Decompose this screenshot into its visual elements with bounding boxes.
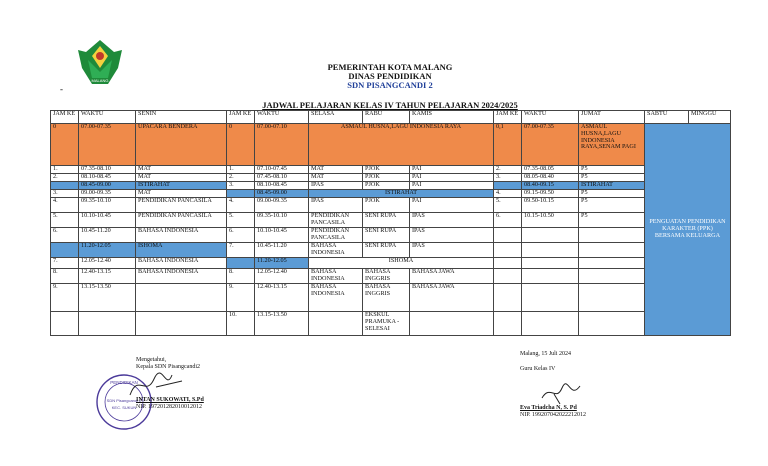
cell-waktu: 08.45-09.00: [79, 182, 136, 190]
sign-date: Malang, 15 Juli 2024: [520, 351, 571, 357]
col-waktu-3: WAKTU: [522, 111, 579, 124]
cell-waktu: 08.05-08.40: [522, 174, 579, 182]
cell-senin: ISHOMA: [136, 243, 227, 258]
cell-waktu: 09.35-10.10: [79, 198, 136, 213]
stamp-sub-text: KEC. SUKUN: [111, 405, 137, 410]
cell-rabu: SENI RUPA: [363, 243, 410, 258]
cell-senin: [136, 312, 227, 336]
cell-senin: UPACARA BENDERA: [136, 124, 227, 166]
cell-waktu: 09.50-10.15: [522, 198, 579, 213]
table-row: [51, 174, 731, 182]
letterhead: [250, 63, 530, 90]
cell-jam: [494, 284, 522, 312]
cell-jam: 8.: [227, 269, 255, 284]
cell-jam: 9.: [227, 284, 255, 312]
cell-waktu: 07.00-07.10: [255, 124, 309, 166]
cell-waktu: 08.40-09.15: [522, 182, 579, 190]
cell-jam: 0: [227, 124, 255, 166]
table-row: [51, 190, 731, 198]
cell-kamis: BAHASA JAWA: [410, 284, 494, 312]
cell-waktu: 09.00-09.35: [255, 198, 309, 213]
cell-waktu: 10.45-11.20: [79, 228, 136, 243]
cell-waktu: [522, 243, 579, 258]
cell-waktu: [522, 312, 579, 336]
cell-rabu: EKSKUL PRAMUKA - SELESAI: [363, 312, 410, 336]
table-title: JADWAL PELAJARAN KELAS IV TAHUN PELAJARAN 2024/2025: [262, 100, 518, 110]
stamp-top-text: PENDIDIKAN: [110, 380, 138, 385]
cell-kamis: PAI: [410, 174, 494, 182]
stamp-mid-text: SDN Pisangcandi 2: [106, 398, 142, 403]
col-jam-ke-3: JAM KE: [494, 111, 522, 124]
cell-jumat: [579, 312, 645, 336]
school-name: SDN PISANGCANDI 2: [347, 80, 433, 90]
cell-selasa: IPAS: [309, 198, 363, 213]
dash-mark: -: [60, 84, 63, 94]
cell-jumat: ASMAUL HUSNA,LAGU INDONESIA RAYA,SENAM PAGI: [579, 124, 645, 166]
table-row: [51, 213, 731, 228]
cell-jam: 8.: [51, 269, 79, 284]
col-waktu-1: WAKTU: [79, 111, 136, 124]
cell-waktu: 07.00-07.35: [522, 124, 579, 166]
cell-jumat: ISTIRAHAT: [579, 182, 645, 190]
cell-jam: 3.: [51, 190, 79, 198]
cell-jam: 2.: [51, 174, 79, 182]
cell-jam: 6.: [494, 213, 522, 228]
table-row: [51, 284, 731, 312]
cell-jam: [51, 243, 79, 258]
cell-waktu: 07.00-07.35: [79, 124, 136, 166]
cell-jam: 4.: [51, 198, 79, 213]
cell-jumat: P5: [579, 166, 645, 174]
cell-jumat: P5: [579, 198, 645, 213]
cell-jam: 4.: [227, 198, 255, 213]
cell-senin: BAHASA INDONESIA: [136, 228, 227, 243]
cell-selasa: BAHASA INDONESIA: [309, 284, 363, 312]
cell-waktu: 13.15-13.50: [255, 312, 309, 336]
cell-jam: 6.: [227, 228, 255, 243]
cell-jumat: P5: [579, 174, 645, 182]
principal-nip: NIP. 197201282010012012: [136, 404, 203, 410]
cell-jam: 3.: [494, 174, 522, 182]
cell-selasa: IPAS: [309, 182, 363, 190]
cell-kamis: BAHASA JAWA: [410, 269, 494, 284]
principal-signature: [126, 367, 186, 403]
cell-jumat: P5: [579, 190, 645, 198]
teacher-signature: [540, 380, 582, 406]
cell-jam: 5.: [494, 198, 522, 213]
table-row: [51, 243, 731, 258]
cell-jam: 0: [51, 124, 79, 166]
cell-jam: 4.: [494, 190, 522, 198]
cell-senin: MAT: [136, 190, 227, 198]
weekend-ppk-cell: PENGUATAN PENDIDIKAN KARAKTER (PPK) BERSAMA KELUARGA: [645, 124, 731, 336]
cell-merged: ISTIRAHAT: [309, 190, 494, 198]
government-name: PEMERINTAH KOTA MALANG: [327, 62, 453, 72]
cell-waktu: 12.40-13.15: [79, 269, 136, 284]
table-row: [51, 124, 731, 166]
cell-rabu: PJOK: [363, 166, 410, 174]
cell-waktu: 10.15-10.50: [522, 213, 579, 228]
cell-waktu: [79, 312, 136, 336]
col-selasa: SELASA: [309, 111, 363, 124]
cell-jam: [494, 269, 522, 284]
table-row: [51, 228, 731, 243]
cell-jumat: [579, 228, 645, 243]
col-rabu: RABU: [363, 111, 410, 124]
cell-waktu: 08.10-08.45: [79, 174, 136, 182]
cell-jam: 1.: [51, 166, 79, 174]
cell-waktu: 11.20-12.05: [79, 243, 136, 258]
cell-waktu: [522, 284, 579, 312]
logo-text: MALANG: [91, 78, 109, 83]
cell-selasa: BAHASA INDONESIA: [309, 269, 363, 284]
cell-jam: 2.: [227, 174, 255, 182]
cell-jam: [494, 312, 522, 336]
cell-jam: 10.: [227, 312, 255, 336]
cell-jam: 7.: [227, 243, 255, 258]
cell-jam: 7.: [51, 258, 79, 269]
cell-jam: [494, 243, 522, 258]
cell-jam: [494, 258, 522, 269]
cell-kamis: [410, 312, 494, 336]
cell-selasa: PENDIDIKAN PANCASILA: [309, 213, 363, 228]
cell-waktu: 07.35-08.05: [522, 166, 579, 174]
cell-merged: ISHOMA: [309, 258, 494, 269]
cell-waktu: 08.10-08.45: [255, 182, 309, 190]
table-row: [51, 198, 731, 213]
cell-kamis: IPAS: [410, 228, 494, 243]
cell-waktu: 10.45-11.20: [255, 243, 309, 258]
table-row: [51, 269, 731, 284]
cell-rabu: SENI RUPA: [363, 228, 410, 243]
cell-waktu: 09.35-10.10: [255, 213, 309, 228]
cell-senin: ISTIRAHAT: [136, 182, 227, 190]
cell-selasa: MAT: [309, 174, 363, 182]
cell-senin: BAHASA INDONESIA: [136, 258, 227, 269]
cell-jumat: P5: [579, 213, 645, 228]
cell-selasa: BAHASA INDONESIA: [309, 243, 363, 258]
schedule-table: [50, 110, 731, 336]
cell-waktu: 12.05-12.40: [255, 269, 309, 284]
cell-rabu: PJOK: [363, 174, 410, 182]
cell-selasa: [309, 312, 363, 336]
cell-waktu: [522, 228, 579, 243]
col-jumat: JUMAT: [579, 111, 645, 124]
col-jam-ke-1: JAM KE: [51, 111, 79, 124]
cell-waktu: [522, 269, 579, 284]
cell-kamis: IPAS: [410, 243, 494, 258]
office-name: DINAS PENDIDIKAN: [348, 71, 432, 81]
cell-kamis: PAI: [410, 198, 494, 213]
cell-waktu: 07.45-08.10: [255, 174, 309, 182]
cell-waktu: 11.20-12.05: [255, 258, 309, 269]
cell-rabu: SENI RUPA: [363, 213, 410, 228]
table-row: [51, 166, 731, 174]
cell-senin: [136, 284, 227, 312]
col-sabtu: SABTU: [645, 111, 689, 124]
acknowledged-label: Mengetahui,: [136, 357, 167, 363]
cell-waktu: 08.45-09.00: [255, 190, 309, 198]
cell-senin: MAT: [136, 166, 227, 174]
table-row: [51, 258, 731, 269]
cell-senin: PENDIDIKAN PANCASILA: [136, 198, 227, 213]
cell-jam: [227, 190, 255, 198]
cell-jam: [51, 182, 79, 190]
cell-selasa: MAT: [309, 166, 363, 174]
col-senin: SENIN: [136, 111, 227, 124]
cell-senin: MAT: [136, 174, 227, 182]
cell-jam: 3.: [227, 182, 255, 190]
cell-jumat: [579, 258, 645, 269]
cell-jam: [494, 228, 522, 243]
cell-senin: PENDIDIKAN PANCASILA: [136, 213, 227, 228]
cell-jam: [51, 312, 79, 336]
col-minggu: MINGGU: [689, 111, 731, 124]
col-kamis: KAMIS: [410, 111, 494, 124]
cell-jam: 5.: [51, 213, 79, 228]
cell-kamis: PAI: [410, 166, 494, 174]
cell-kamis: PAI: [410, 182, 494, 190]
principal-name: INTAN SUKOWATI, S.Pd: [136, 397, 204, 403]
cell-merged: ASMAUL HUSNA,LAGU INDONESIA RAYA: [309, 124, 494, 166]
col-jam-ke-2: JAM KE: [227, 111, 255, 124]
cell-waktu: 09.00-09.35: [79, 190, 136, 198]
malang-city-logo: [74, 38, 126, 88]
cell-jam: 0,1: [494, 124, 522, 166]
cell-jumat: [579, 269, 645, 284]
cell-waktu: 12.05-12.40: [79, 258, 136, 269]
teacher-title: Guru Kelas IV: [520, 366, 556, 372]
cell-jam: 9.: [51, 284, 79, 312]
cell-jam: 6.: [51, 228, 79, 243]
cell-waktu: 10.10-10.45: [79, 213, 136, 228]
cell-waktu: 13.15-13.50: [79, 284, 136, 312]
cell-jam: 1.: [227, 166, 255, 174]
cell-jam: [227, 258, 255, 269]
cell-waktu: 10.10-10.45: [255, 228, 309, 243]
cell-jumat: [579, 243, 645, 258]
teacher-name: Eva Triadcha N, S. Pd: [520, 405, 577, 411]
cell-waktu: 09.15-09.50: [522, 190, 579, 198]
cell-waktu: [522, 258, 579, 269]
cell-waktu: 12.40-13.15: [255, 284, 309, 312]
cell-kamis: IPAS: [410, 213, 494, 228]
table-row: [51, 182, 731, 190]
table-row: [51, 312, 731, 336]
cell-jam: 2.: [494, 166, 522, 174]
cell-rabu: PJOK: [363, 182, 410, 190]
cell-jam: [494, 182, 522, 190]
cell-waktu: 07.10-07.45: [255, 166, 309, 174]
header-row: [51, 111, 731, 124]
cell-rabu: BAHASA INGGRIS: [363, 284, 410, 312]
cell-selasa: PENDIDIKAN PANCASILA: [309, 228, 363, 243]
cell-jam: 5.: [227, 213, 255, 228]
cell-senin: BAHASA INDONESIA: [136, 269, 227, 284]
teacher-nip: NIP. 199207042022212012: [520, 412, 587, 418]
cell-waktu: 07.35-08.10: [79, 166, 136, 174]
cell-jumat: [579, 284, 645, 312]
cell-rabu: PJOK: [363, 198, 410, 213]
cell-rabu: BAHASA INGGRIS: [363, 269, 410, 284]
col-waktu-2: WAKTU: [255, 111, 309, 124]
principal-title: Kepala SDN Pisangcandi2: [136, 364, 200, 370]
